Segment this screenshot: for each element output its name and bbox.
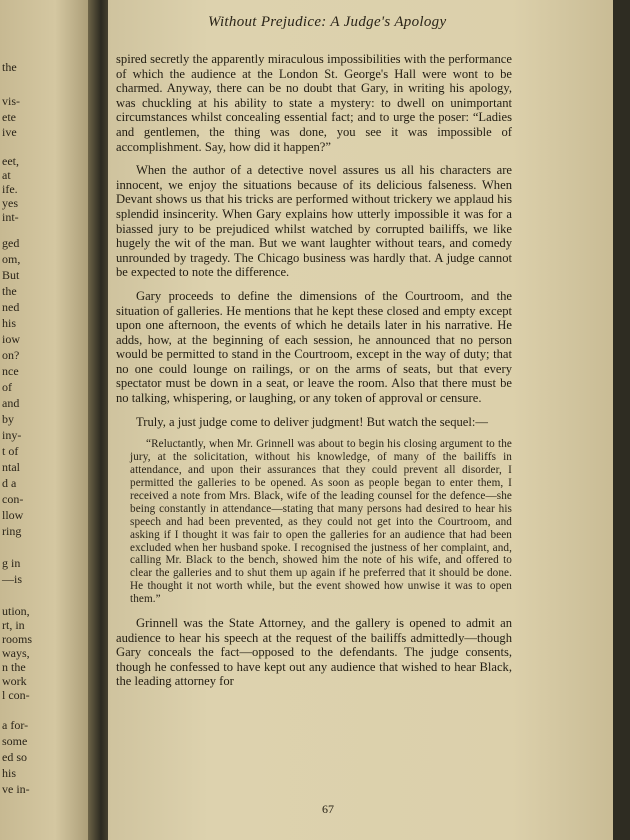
left-page-edge	[0, 0, 92, 840]
book-page	[108, 0, 613, 840]
left-fragment: g in	[2, 556, 21, 570]
paragraph: When the author of a detective novel assures us all his characters are innocent, we enjoy the situations because of its delicious falseness. When Devant shows us that his tricks are performed without trickery we applaud his splendid insincerity. When Gary explains how utterly impossible it was for a biassed jury to be prejudiced whilst watched by corrupted bailiffs, we like hugely the wit of the man. But we want laughter without tears, and comedy unrounded by tragedy. The Chicago business was hardly that. A judge cannot be expected to note the difference.	[116, 163, 512, 280]
left-fragment: t of	[2, 444, 19, 458]
left-fragment: ring	[2, 524, 22, 538]
left-fragment: ed so	[2, 750, 27, 764]
paragraph: Gary proceeds to define the dimensions of the Courtroom, and the situation of galleries. He mentions that he kept these closed and empty except upon one afternoon, the events of which he details later in his narrative. He adds, how, at the beginning of each session, he announced that no person would be permitted to stand in the Courtroom, except in the way of duty; that no one could lounge on railings, or on the arms of seats, but that every spectator must be down in a seat, or leave the room. Also that there must be no talking, whispering, or laughing, or any token of approval or censure.	[116, 288, 512, 406]
left-fragment: of	[2, 380, 12, 394]
left-fragment: yes	[2, 196, 18, 210]
left-fragment: d a	[2, 476, 17, 490]
left-fragment: ve in-	[2, 782, 30, 796]
left-fragment: vis-	[2, 94, 20, 108]
left-fragment: ive	[2, 125, 17, 139]
left-fragment: ution,	[2, 604, 30, 618]
left-fragment: his	[2, 766, 17, 780]
left-fragment: eet,	[2, 154, 19, 168]
left-fragment: iow	[2, 332, 20, 346]
left-fragment: the	[2, 60, 17, 74]
left-fragment: nce	[2, 364, 19, 378]
page-body	[116, 52, 512, 698]
left-fragment: n the	[2, 660, 26, 674]
left-fragment: ntal	[2, 460, 20, 474]
left-fragment: ways,	[2, 646, 30, 660]
paragraph-continuation: spired secretly the apparently miraculous impossibilities with the performance of which the audience at the London St. George's Hall were wont to be charmed. Anyway, there can be no doubt that Gary, in writing his apology, was chuckling at his ability to state a mystery: to dwell on unimportant circumstances whilst concealing essential fact; and to urge the poser: “Ladies and gentlemen, the thing was done, you see it was impossible of accomplishment. Say, how did it happen?”	[116, 52, 512, 154]
left-fragment: some	[2, 734, 28, 748]
left-fragment: l con-	[2, 688, 30, 702]
left-fragment: llow	[2, 508, 24, 522]
left-fragment: at	[2, 168, 11, 182]
left-fragment: int-	[2, 210, 19, 224]
block-quote: “Reluctantly, when Mr. Grinnell was about to begin his closing argument to the jury, at the solicitation, without his knowledge, of many of the bailiffs in attendance, and upon their assurances that they could prevent all disorder, I permitted the galleries to be opened. As soon as people began to enter them, I received a note from Mrs. Black, wife of the leading counsel for the defence—she being constantly in attendance—stating that many persons had desired to hear his speech and had been prevented, as they could not get into the Courtroom, and asking if I thought it was fair to open the galleries for an audience that had been excluded when her husband spoke. I recognised the justness of her complaint, and, calling Mr. Black to the bench, showed him the note of his wife, and offered to clear the galleries and to shut them up again if he preferred that it should be done. He thought it not worth while, but the event showed how unwise it was to open them.”	[130, 438, 512, 606]
left-fragment: con-	[2, 492, 24, 506]
left-fragment: ete	[2, 110, 16, 124]
left-fragment: rooms	[2, 632, 32, 646]
left-fragment: ife.	[2, 182, 18, 196]
left-fragment: ged	[2, 236, 20, 250]
page-number: 67	[322, 802, 334, 816]
left-fragment: his	[2, 316, 17, 330]
paragraph: Grinnell was the State Attorney, and the gallery is opened to admit an audience to hear his speech at the request of the bailiffs admittedly—though Gary conceals the fact—opposed to the defendants. The judge consents, though he confessed to have kept out any audience that wished to hear Black, the leading attorney for	[116, 616, 512, 689]
left-fragment: —is	[2, 572, 23, 586]
left-fragment: the	[2, 284, 17, 298]
running-head: Without Prejudice: A Judge's Apology	[208, 14, 447, 30]
left-fragment: work	[2, 674, 27, 688]
left-fragment: and	[2, 396, 20, 410]
page-edge-shadow	[613, 0, 630, 840]
left-fragment: ned	[2, 300, 20, 314]
left-fragment: iny-	[2, 428, 22, 442]
left-fragment: on?	[2, 348, 20, 362]
left-fragment: om,	[2, 252, 21, 266]
left-fragment: a for-	[2, 718, 29, 732]
left-fragment: by	[2, 412, 14, 426]
left-fragment: rt, in	[2, 618, 25, 632]
paragraph: Truly, a just judge come to deliver judgment! But watch the sequel:—	[136, 414, 488, 429]
left-fragment: But	[2, 268, 20, 282]
